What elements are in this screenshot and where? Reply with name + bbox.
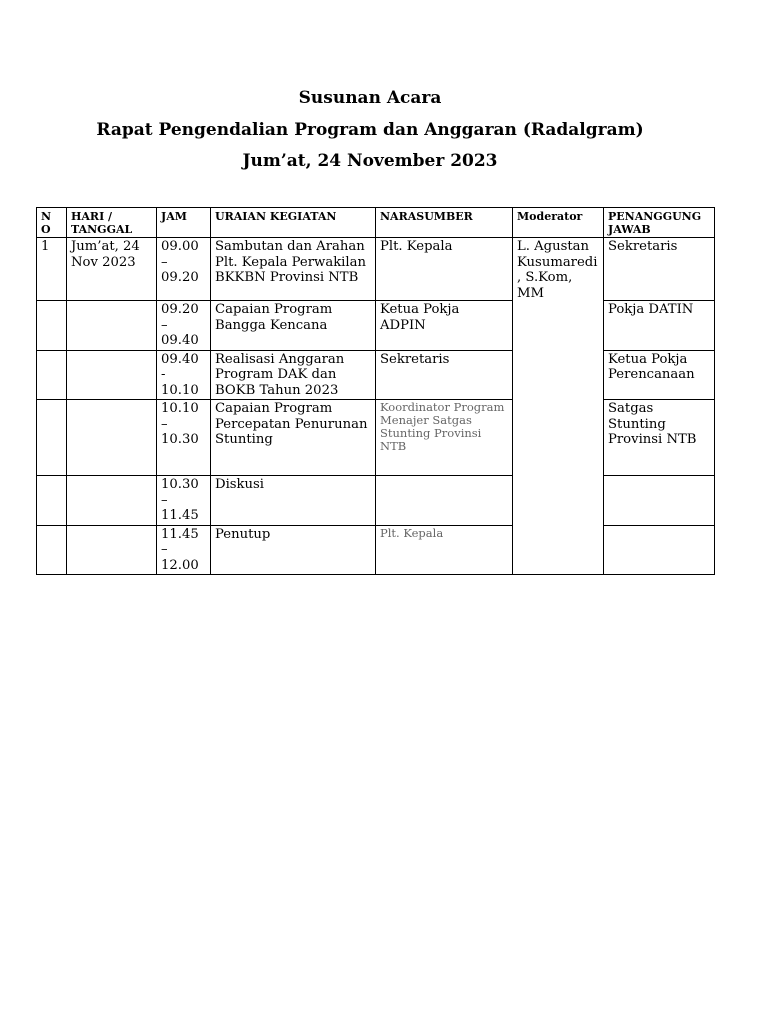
cell-uraian: Sambutan dan Arahan Plt. Kepala Perwakilan BKKBN Provinsi NTB (211, 238, 376, 301)
table-row (37, 525, 715, 575)
cell-no (37, 400, 67, 476)
cell-uraian: Diskusi (211, 476, 376, 526)
title-line-1: Susunan Acara (298, 88, 442, 108)
agenda-table (36, 207, 715, 575)
cell-no (37, 476, 67, 526)
cell-narasumber: Sekretaris (376, 350, 513, 400)
cell-penanggung-jawab: Satgas Stunting Provinsi NTB (604, 400, 715, 476)
cell-no (37, 350, 67, 400)
header-penanggung-jawab: PENANGGUNG JAWAB (604, 208, 715, 238)
cell-uraian: Realisasi Anggaran Program DAK dan BOKB Tahun 2023 (211, 350, 376, 400)
cell-narasumber (376, 476, 513, 526)
cell-narasumber (376, 400, 513, 476)
cell-hari (67, 525, 157, 575)
table-row (37, 301, 715, 351)
cell-narasumber: Plt. Kepala (376, 238, 513, 301)
table-header-row (37, 208, 715, 238)
cell-uraian: Capaian Program Percepatan Penurunan Stunting (211, 400, 376, 476)
cell-jam: 11.45 – 12.00 (157, 525, 211, 575)
cell-hari (67, 350, 157, 400)
table-row (37, 476, 715, 526)
narasumber-line: Menajer Satgas Stunting Provinsi NTB (380, 413, 482, 453)
cell-narasumber: Ketua Pokja ADPIN (376, 301, 513, 351)
cell-jam: 09.40 - 10.10 (157, 350, 211, 400)
cell-hari (67, 400, 157, 476)
cell-penanggung-jawab (604, 476, 715, 526)
header-moderator: Moderator (513, 208, 604, 238)
cell-jam: 09.20 – 09.40 (157, 301, 211, 351)
cell-no (37, 301, 67, 351)
cell-jam: 10.10 – 10.30 (157, 400, 211, 476)
header-uraian-kegiatan: URAIAN KEGIATAN (211, 208, 376, 238)
title-line-3: Jum’at, 24 November 2023 (242, 151, 498, 171)
header-hari-tanggal: HARI / TANGGAL (67, 208, 157, 238)
cell-jam: 10.30 – 11.45 (157, 476, 211, 526)
cell-hari (67, 301, 157, 351)
cell-penanggung-jawab: Pokja DATIN (604, 301, 715, 351)
cell-hari (67, 476, 157, 526)
cell-no: 1 (37, 238, 67, 301)
table-row (37, 350, 715, 400)
cell-penanggung-jawab (604, 525, 715, 575)
header-no: N O (37, 208, 67, 238)
title-line-2: Rapat Pengendalian Program dan Anggaran (Radalgram) (96, 119, 644, 140)
cell-narasumber: Plt. Kepala (376, 525, 513, 575)
narasumber-line: Koordinator Program (380, 400, 505, 414)
cell-jam: 09.00 – 09.20 (157, 238, 211, 301)
header-narasumber: NARASUMBER (376, 208, 513, 238)
table-row (37, 400, 715, 476)
cell-uraian: Penutup (211, 525, 376, 575)
cell-penanggung-jawab: Ketua Pokja Perencanaan (604, 350, 715, 400)
cell-no (37, 525, 67, 575)
header-jam: JAM (157, 208, 211, 238)
cell-moderator: L. Agustan Kusumaredi, S.Kom, MM (513, 238, 604, 575)
table-row (37, 238, 715, 301)
document-title-block (0, 86, 740, 181)
cell-penanggung-jawab: Sekretaris (604, 238, 715, 301)
cell-hari: Jum’at, 24 Nov 2023 (67, 238, 157, 301)
cell-uraian: Capaian Program Bangga Kencana (211, 301, 376, 351)
